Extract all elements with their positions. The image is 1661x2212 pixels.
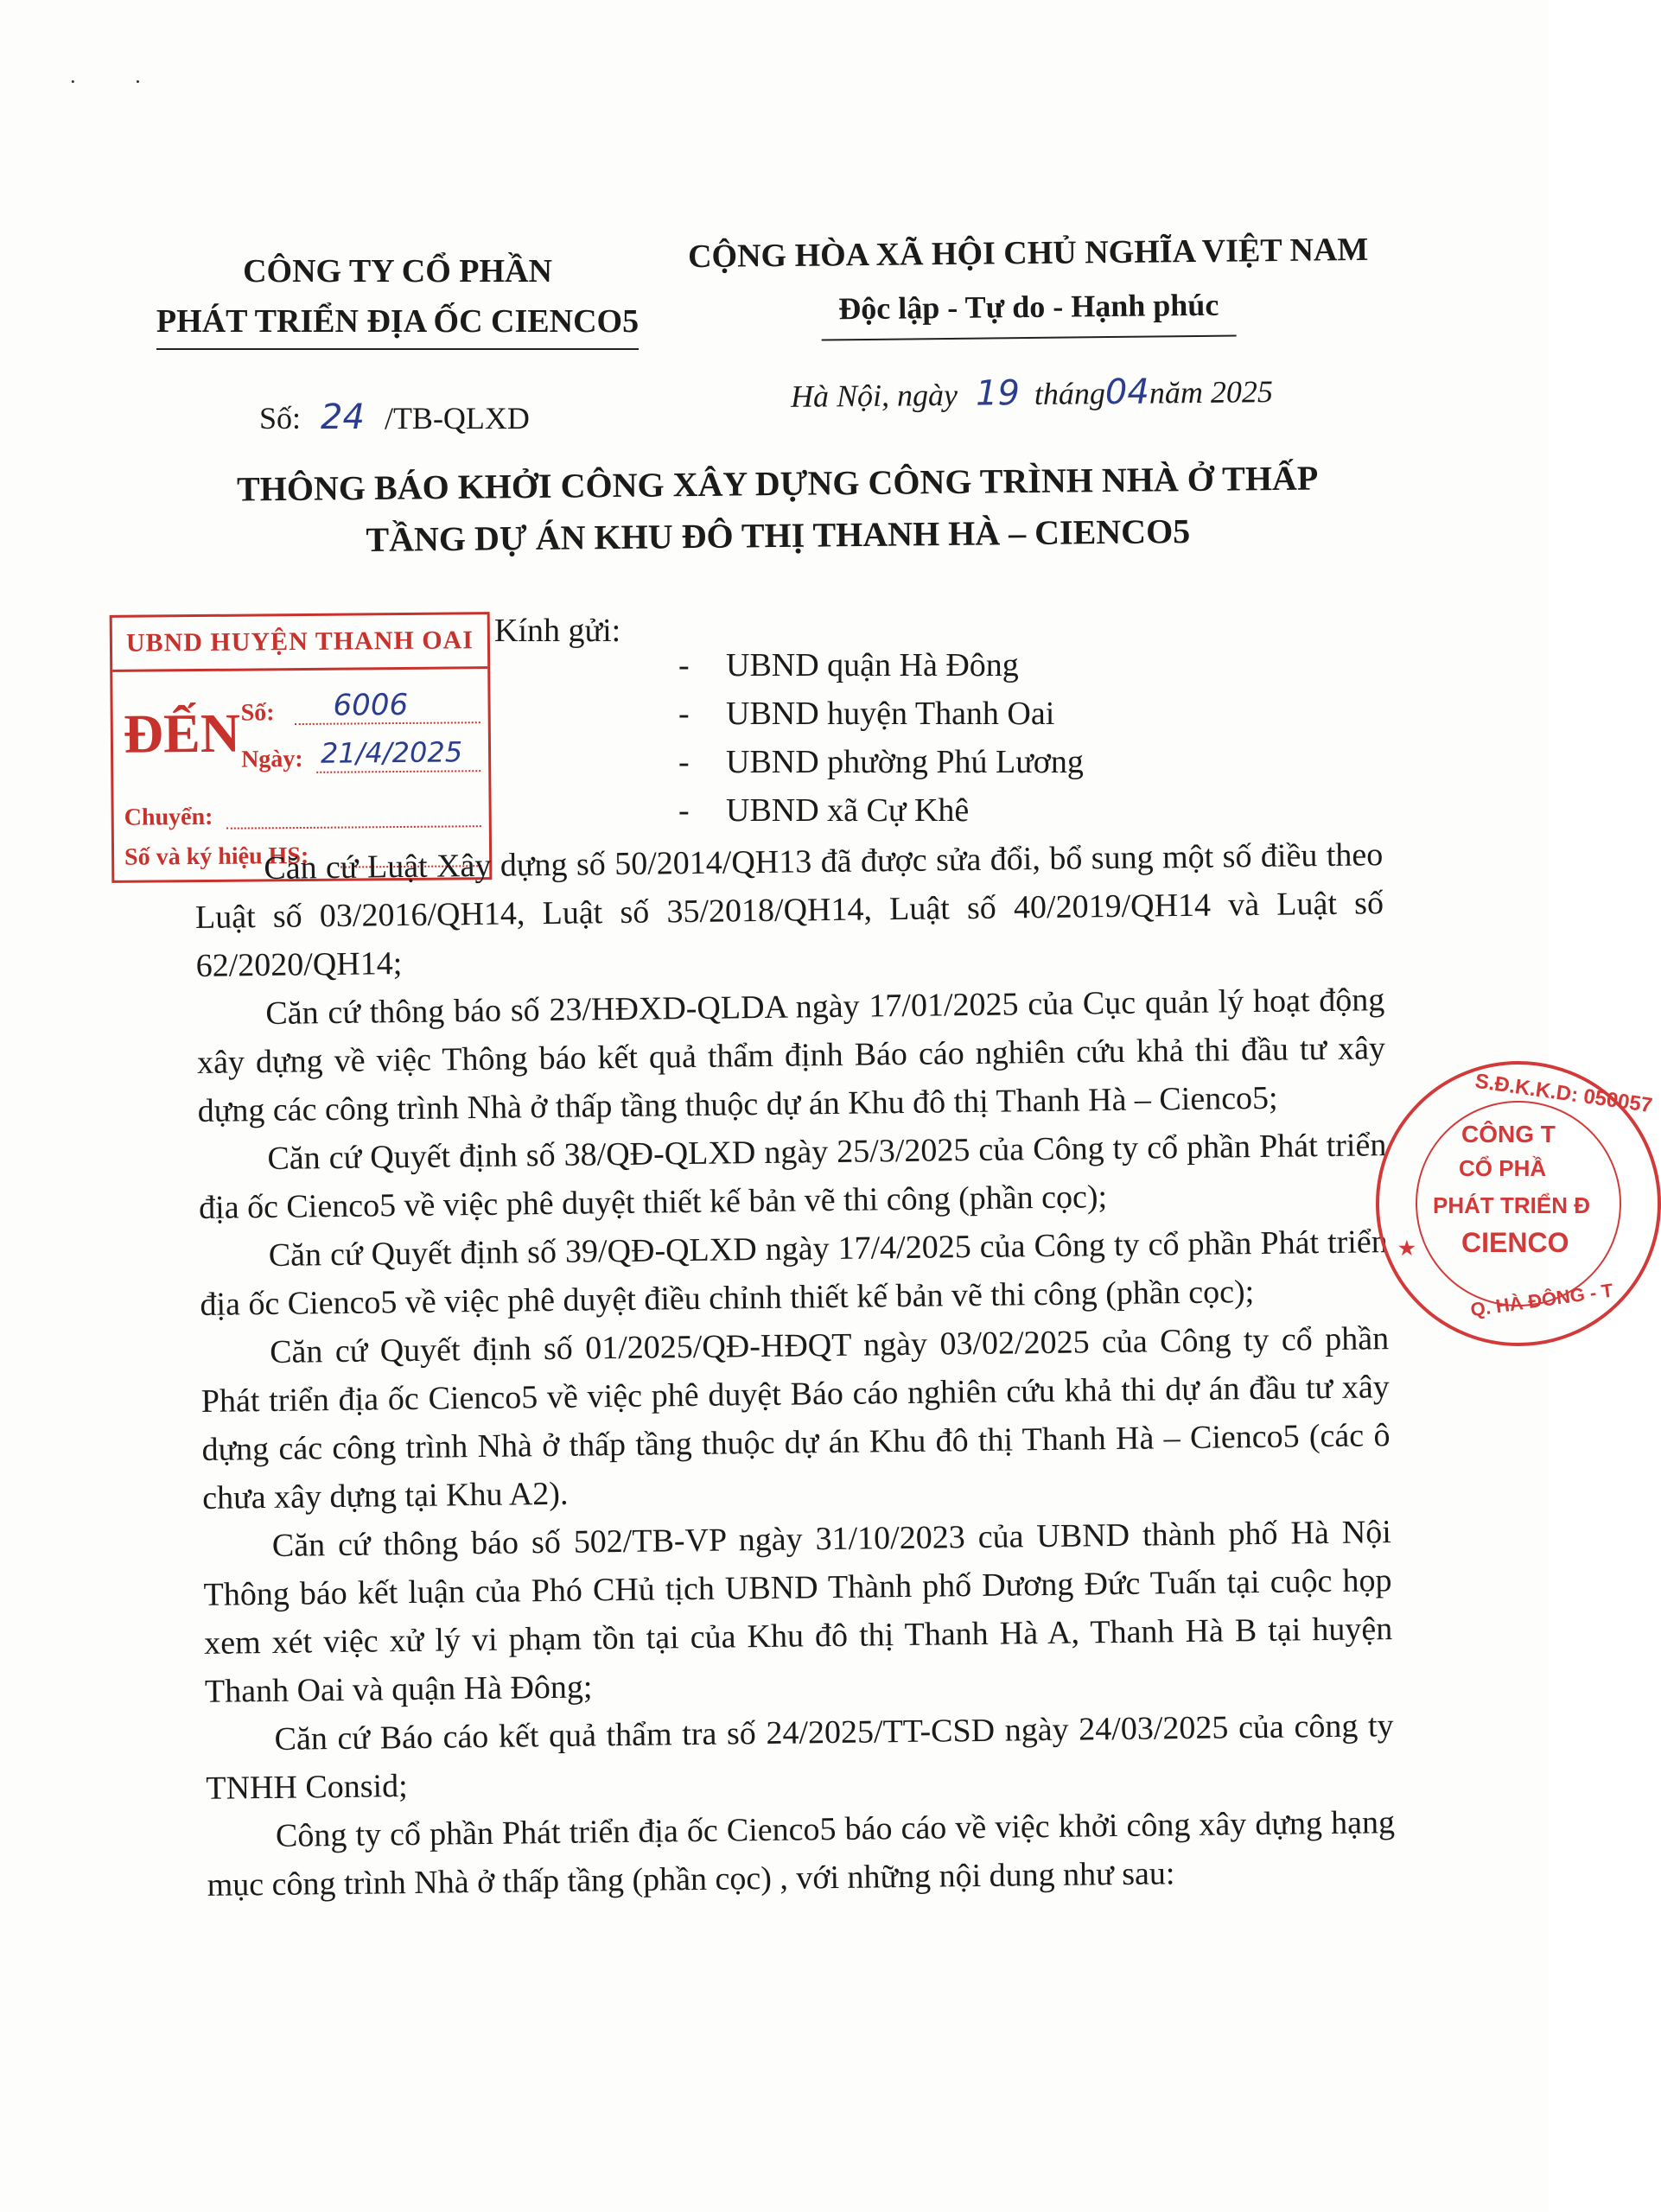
seal-line1: CÔNG T <box>1461 1121 1556 1147</box>
date-month-handwritten: 04 <box>1104 372 1150 413</box>
body-paragraph: Căn cứ Quyết định số 01/2025/QĐ-HĐQT ngày 03/02/2025 của Công ty cổ phần Phát triển địa ốc Cienco5 về việc phê duyệt Báo cáo nghiên cứu khả thi dự án đầu tư xây dựng các công trình Nhà ở thấp tầng thuộc dự án Khu đô thị Thanh Hà – Cienco5 (các ô chưa xây dựng tại Khu A2). <box>200 1320 1391 1516</box>
recipient-item: - UBND quận Hà Đông <box>678 647 1019 683</box>
nation-title: CỘNG HÒA XÃ HỘI CHỦ NGHĨA VIỆT NAM <box>687 231 1369 276</box>
stamp-so-label: Số: <box>240 699 275 727</box>
date-year: năm 2025 <box>1149 374 1274 410</box>
stamp-chuyen-label: Chuyển: <box>124 803 213 831</box>
body-paragraph: Căn cứ Quyết định số 39/QĐ-QLXD ngày 17/4/2025 của Công ty cổ phần Phát triển địa ốc Cienco5 về việc phê duyệt điều chỉnh thiết kế bản vẽ thi công (phần cọc); <box>200 1224 1388 1323</box>
seal-bottom-text: Q. HÀ ĐÔNG - T <box>1468 1279 1615 1321</box>
document-title <box>181 452 1374 568</box>
body-paragraph: Căn cứ Báo cáo kết quả thẩm tra số 24/2025/TT-CSD ngày 24/03/2025 của công ty TNHH Consid; <box>206 1707 1394 1807</box>
date-prefix: Hà Nội, ngày <box>790 377 958 414</box>
stamp-den: ĐẾN <box>123 702 241 765</box>
seal-line4: CIENCO <box>1461 1227 1569 1258</box>
stamp-ngay-label: Ngày: <box>240 745 303 773</box>
body-paragraph: Căn cứ thông báo số 23/HĐXD-QLDA ngày 17/01/2025 của Cục quản lý hoạt động xây dựng về việc Thông báo kết quả thẩm định Báo cáo nghiên cứu khả thi đầu tư xây dựng các công trình Nhà ở thấp tầng thuộc dự án Khu đô thị Thanh Hà – Cienco5; <box>196 982 1386 1129</box>
company-header <box>156 246 640 350</box>
recipient-item: - UBND huyện Thanh Oai <box>678 696 1055 732</box>
stamp-hs-label: Số và ký hiệu HS: <box>124 842 309 871</box>
recipient-item: - UBND xã Cự Khê <box>678 792 970 829</box>
recipients-label: Kính gửi: <box>494 613 621 649</box>
recipient-item: - UBND phường Phú Lương <box>678 744 1084 780</box>
stamp-ngay-dots <box>316 770 480 773</box>
seal-ring-text: S.Đ.K.K.D: 050057 <box>1473 1069 1654 1118</box>
body-paragraph: Căn cứ Luật Xây dựng số 50/2014/QH13 đã được sửa đổi, bổ sung một số điều theo Luật số 03/2016/QH14, Luật số 35/2018/QH14, Luật số 40/2019/QH14 và Luật số 62/2020/QH14; <box>194 836 1384 984</box>
company-line2: PHÁT TRIỂN ĐỊA ỐC CIENCO5 <box>156 296 639 350</box>
scan-specks: · · <box>69 69 168 94</box>
doc-number-handwritten: 24 <box>321 397 365 437</box>
stamp-title: UBND HUYỆN THANH OAI <box>112 614 488 672</box>
title-line1: THÔNG BÁO KHỞI CÔNG XÂY DỰNG CÔNG TRÌNH NHÀ Ở THẤP <box>236 458 1319 509</box>
stamp-ngay-handwritten: 21/4/2025 <box>320 735 463 770</box>
body-paragraph: Công ty cổ phần Phát triển địa ốc Cienco5 báo cáo về việc khởi công xây dựng hạng mục công trình Nhà ở thấp tầng (phần cọc) , với những nội dung như sau: <box>207 1804 1396 1904</box>
document-body <box>194 830 1396 1910</box>
body-paragraph: Căn cứ thông báo số 502/TB-VP ngày 31/10/2023 của UBND thành phố Hà Nội Thông báo kết luận của Phó CHủ tịch UBND Thành phố Dương Đức Tuấn tại cuộc họp xem xét việc xử lý vi phạm tồn tại của Khu đô thị Thanh Hà A, Thanh Hà B tại huyện Thanh Oai và quận Hà Đông; <box>203 1514 1393 1710</box>
seal-star: ★ <box>1398 1237 1416 1259</box>
date-day-handwritten: 19 <box>975 373 1021 414</box>
recipients-list <box>678 641 1084 835</box>
body-paragraph: Căn cứ Quyết định số 38/QĐ-QLXD ngày 25/3/2025 của Công ty cổ phần Phát triển địa ốc Cienco5 về việc phê duyệt thiết kế bản vẽ thi công (phần cọc); <box>198 1127 1387 1226</box>
company-seal <box>1376 1061 1661 1346</box>
seal-line3: PHÁT TRIỂN Đ <box>1433 1192 1590 1218</box>
national-header <box>673 223 1383 343</box>
stamp-chuyen-dots <box>226 825 481 830</box>
document-date <box>791 371 1273 416</box>
national-motto: Độc lập - Tự do - Hạnh phúc <box>821 277 1237 340</box>
stamp-so-handwritten: 6006 <box>333 687 409 723</box>
doc-number-suffix: /TB-QLXD <box>384 401 530 435</box>
doc-number-prefix: Số: <box>259 401 302 435</box>
date-month-label: tháng <box>1034 376 1106 411</box>
seal-line2: CỔ PHẦ <box>1459 1155 1547 1181</box>
document-number <box>259 397 530 437</box>
company-line1: CÔNG TY CỔ PHẦN <box>243 253 552 289</box>
title-line2: TẦNG DỰ ÁN KHU ĐÔ THỊ THANH HÀ – CIENCO5 <box>366 512 1191 559</box>
